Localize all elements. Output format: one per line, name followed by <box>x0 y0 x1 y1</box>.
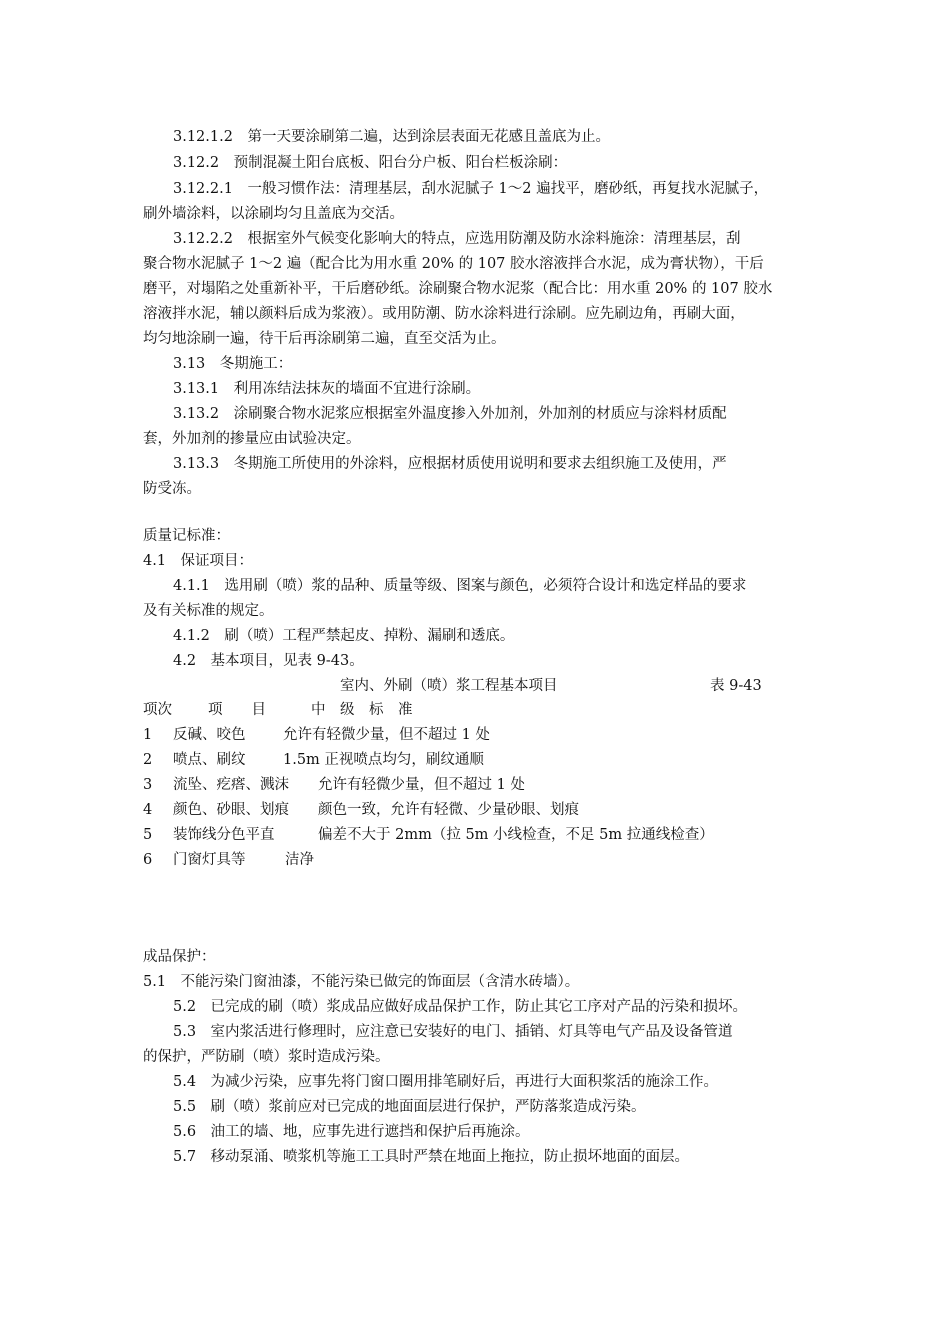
para-3-13: 3.13 冬期施工： <box>173 356 293 372</box>
table-cell-item: 反碱、咬色 <box>173 727 246 743</box>
table-cell-index: 5 <box>143 827 153 843</box>
para-3-13-2-line2: 套，外加剂的掺量应由试验决定。 <box>143 431 361 447</box>
table-cell-standard: 允许有轻微少量，但不超过 1 处 <box>318 777 525 793</box>
para-4-1-1-line2: 及有关标准的规定。 <box>143 603 274 619</box>
table-row <box>143 750 484 770</box>
para-3-12-2-1-line2: 刷外墙涂料，以涂刷均匀且盖底为交活。 <box>143 206 404 222</box>
table-row <box>143 825 714 845</box>
table-header-index: 项次 <box>143 702 172 718</box>
para-4-2: 4.2 基本项目，见表 9-43。 <box>173 653 364 669</box>
para-5-5: 5.5 刷（喷）浆前应对已完成的地面面层进行保护，严防落浆造成污染。 <box>173 1099 646 1115</box>
table-cell-item: 颜色、砂眼、划痕 <box>173 802 289 818</box>
section-4-heading: 质量记标准： <box>143 528 230 544</box>
table-header-item: 项 目 <box>208 702 266 718</box>
para-5-1: 5.1 不能污染门窗油漆，不能污染已做完的饰面层（含清水砖墙）。 <box>143 974 580 990</box>
para-3-12-2-2-line5: 均匀地涂刷一遍，待干后再涂刷第二遍，直至交活为止。 <box>143 331 506 347</box>
table-cell-standard: 允许有轻微少量，但不超过 1 处 <box>283 727 490 743</box>
table-row <box>143 850 314 870</box>
table-row <box>143 800 579 820</box>
table-header-standard: 中 级 标 准 <box>311 702 413 718</box>
table-cell-standard: 颜色一致，允许有轻微、少量砂眼、划痕 <box>318 802 579 818</box>
para-5-3-line1: 5.3 室内浆活进行修理时，应注意已安装好的电门、插销、灯具等电气产品及设备管道 <box>173 1024 733 1040</box>
para-4-1-2: 4.1.2 刷（喷）工程严禁起皮、掉粉、漏刷和透底。 <box>173 628 515 644</box>
table-cell-standard: 洁净 <box>285 852 314 868</box>
para-3-12-1-2: 3.12.1.2 第一天要涂刷第二遍，达到涂层表面无花感且盖底为止。 <box>173 129 610 145</box>
para-3-12-2-2-line1: 3.12.2.2 根据室外气候变化影响大的特点，应选用防潮及防水涂料施涂：清理基层，刮 <box>173 231 741 247</box>
section-5-heading: 成品保护： <box>143 949 216 965</box>
table-cell-index: 2 <box>143 752 153 768</box>
table-cell-item: 装饰线分色平直 <box>173 827 275 843</box>
para-3-12-2-2-line3: 磨平，对塌陷之处重新补平，干后磨砂纸。涂刷聚合物水泥浆（配合比：用水重 20% 的 107 胶水 <box>143 281 773 297</box>
table-cell-item: 喷点、刷纹 <box>173 752 246 768</box>
para-3-12-2: 3.12.2 预制混凝土阳台底板、阳台分户板、阳台栏板涂刷： <box>173 155 568 171</box>
para-5-7: 5.7 移动泵涌、喷浆机等施工工具时严禁在地面上拖拉，防止损坏地面的面层。 <box>173 1149 690 1165</box>
table-row <box>143 775 525 795</box>
para-5-2: 5.2 已完成的刷（喷）浆成品应做好成品保护工作，防止其它工序对产品的污染和损坏。 <box>173 999 748 1015</box>
para-3-13-3-line1: 3.13.3 冬期施工所使用的外涂料，应根据材质使用说明和要求去组织施工及使用，严 <box>173 456 727 472</box>
table-cell-index: 6 <box>143 852 153 868</box>
para-3-13-2-line1: 3.13.2 涂刷聚合物水泥浆应根据室外温度掺入外加剂，外加剂的材质应与涂料材质配 <box>173 406 727 422</box>
para-5-3-line2: 的保护，严防刷（喷）浆时造成污染。 <box>143 1049 390 1065</box>
table-cell-item: 门窗灯具等 <box>173 852 246 868</box>
table-cell-index: 3 <box>143 777 153 793</box>
table-cell-standard: 1.5m 正视喷点均匀，刷纹通顺 <box>283 752 484 768</box>
para-5-4: 5.4 为减少污染，应事先将门窗口圈用排笔刷好后，再进行大面积浆活的施涂工作。 <box>173 1074 719 1090</box>
para-5-6: 5.6 油工的墙、地，应事先进行遮挡和保护后再施涂。 <box>173 1124 530 1140</box>
para-4-1-1-line1: 4.1.1 选用刷（喷）浆的品种、质量等级、图案与颜色，必须符合设计和选定样品的要求 <box>173 578 747 594</box>
table-title: 室内、外刷（喷）浆工程基本项目 <box>340 678 558 694</box>
para-3-12-2-2-line4: 溶液拌水泥，辅以颜料后成为浆液）。或用防潮、防水涂料进行涂刷。应先刷边角，再刷大面， <box>143 306 745 322</box>
table-cell-standard: 偏差不大于 2mm（拉 5m 小线检查，不足 5m 拉通线检查） <box>318 827 714 843</box>
para-3-13-1: 3.13.1 利用冻结法抹灰的墙面不宜进行涂刷。 <box>173 381 481 397</box>
para-3-13-3-line2: 防受冻。 <box>143 481 201 497</box>
para-3-12-2-2-line2: 聚合物水泥腻子 1～2 遍（配合比为用水重 20% 的 107 胶水溶液拌合水泥，成为膏状物），干后 <box>143 256 764 272</box>
table-cell-item: 流坠、疙瘩、溅沫 <box>173 777 289 793</box>
para-3-12-2-1-line1: 3.12.2.1 一般习惯作法：清理基层，刮水泥腻子 1～2 遍找平，磨砂纸，再复找水泥腻子， <box>173 181 769 197</box>
table-cell-index: 4 <box>143 802 153 818</box>
para-4-1: 4.1 保证项目： <box>143 553 254 569</box>
table-header-row <box>143 700 413 720</box>
table-row <box>143 725 490 745</box>
table-cell-index: 1 <box>143 727 153 743</box>
table-number: 表 9-43 <box>710 678 762 694</box>
